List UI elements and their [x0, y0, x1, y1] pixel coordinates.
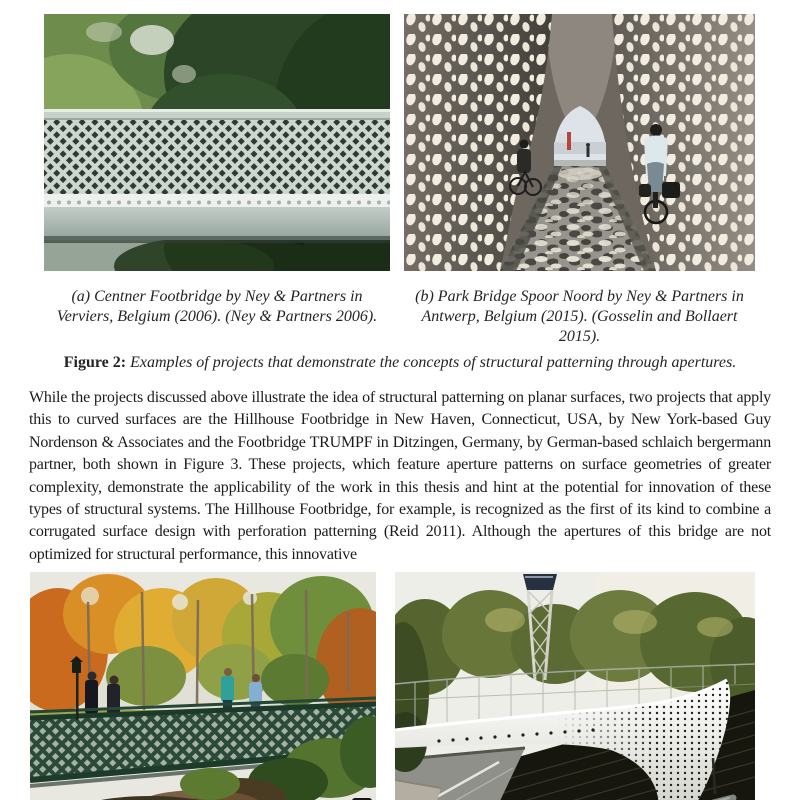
photo-hillhouse-footbridge	[30, 572, 376, 800]
body-paragraph: While the projects discussed above illustrate the idea of structural patterning on planar surfaces, two projects that apply this to curved surfaces are the Hillhouse Footbridge in New Haven, Connecticut, USA, by New York-based Guy Nordenson & Associates and the Footbridge TRUMPF in Ditzingen, Germany, by German-based schlaich bergermann partner, both shown in Figure 3. These projects, which feature aperture patterns on surface geometries of greater complexity, demonstrate the applicability of the work in this thesis and hint at the potential for innovation of these types of structural systems. The Hillhouse Footbridge, for example, is recognized as the first of its kind to combine a corrugated surface design with perforation patterning (Reid 2011). Although the apertures of this bridge are not optimized for structural performance, this innovative	[29, 389, 771, 563]
figure-2-photos	[44, 14, 800, 271]
figure-2-caption	[0, 353, 800, 373]
photo-centner-footbridge	[44, 14, 390, 271]
figure-2-subcaptions	[44, 287, 800, 347]
photo-footbridge-trumpf	[395, 572, 755, 800]
subcaption-a	[44, 287, 390, 347]
figure-3-photos	[30, 572, 800, 800]
photo-park-bridge-spoor-noord	[404, 14, 755, 271]
subcaption-b	[404, 287, 755, 347]
subcaption-b-line2: Antwerp, Belgium (2015). (Gosselin and Bollaert 2015).	[421, 308, 738, 345]
subcaption-b-line1: (b) Park Bridge Spoor Noord by Ney & Partners in	[415, 288, 744, 305]
perforated-bridge-band	[44, 109, 390, 243]
subcaption-a-line2: Verviers, Belgium (2006). (Ney & Partners 2006).	[56, 308, 378, 325]
figure-2-caption-text: Examples of projects that demonstrate the concepts of structural patterning through apertures.	[126, 354, 737, 371]
figure-2-caption-label: Figure 2:	[63, 354, 127, 371]
subcaption-a-line1: (a) Centner Footbridge by Ney & Partners in	[71, 288, 363, 305]
